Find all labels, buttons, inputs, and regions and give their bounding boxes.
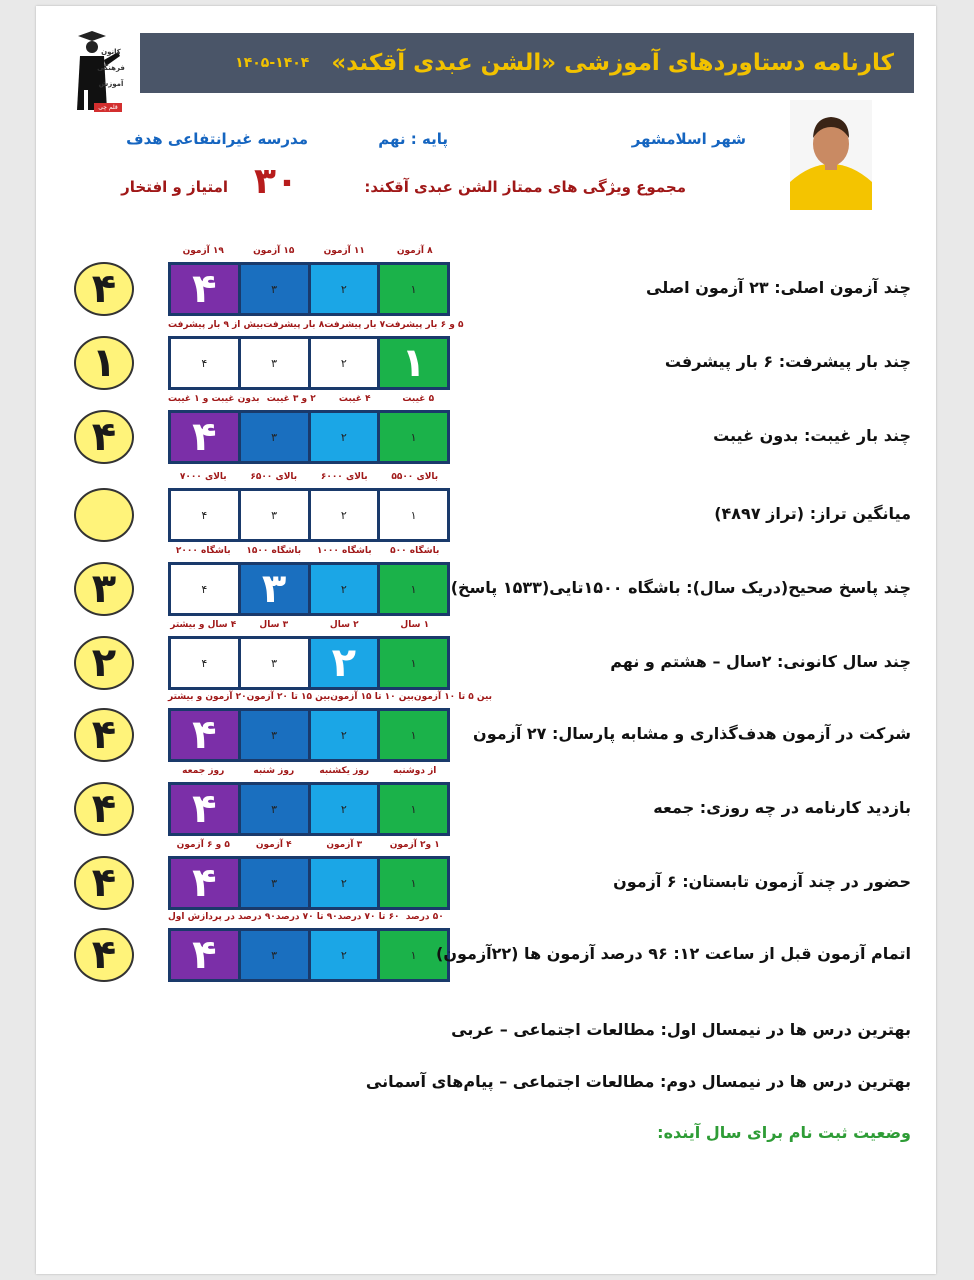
score-grid — [168, 782, 450, 836]
row-header-label: روز شنبه — [253, 766, 295, 776]
row-header-label: ۹۰ تا ۷۰ درصد — [275, 912, 338, 922]
score-cell: ۳ — [241, 785, 308, 833]
score-cell: ۴ — [171, 413, 238, 461]
score-cell: ۴ — [171, 711, 238, 759]
row-header-label: ۳ سال — [259, 620, 289, 630]
total-suffix: امتیاز و افتخار — [121, 178, 228, 196]
row-header-label: ۵۰ درصد — [405, 912, 444, 922]
score-cell: ۲ — [311, 785, 378, 833]
score-cell: ۴ — [171, 339, 238, 387]
school-label: مدرسه غیرانتفاعی هدف — [126, 130, 308, 148]
best-subjects-second-term: بهترین درس ها در نیمسال دوم: مطالعات اجتماعی – پیام‌های آسمانی — [365, 1072, 911, 1091]
row-header-label: ۹۰ درصد در پردازش اول — [168, 912, 276, 922]
row-header-label: ۴ غیبت — [338, 394, 371, 404]
total-features-label: مجموع ویژگی های ممتاز الشن عبدی آقکند: — [364, 178, 686, 196]
row-header-label: باشگاه ۵۰۰ — [390, 546, 440, 556]
score-grid — [168, 856, 450, 910]
academic-year: ۱۴۰۵-۱۴۰۴ — [235, 55, 310, 71]
row-header-label: ۶۰ تا ۷۰ درصد — [337, 912, 400, 922]
score-cell: ۱ — [380, 931, 447, 979]
score-grid — [168, 410, 450, 464]
row-score-circle: ۱ — [74, 336, 134, 390]
score-cell: ۱ — [380, 785, 447, 833]
score-cell: ۲ — [311, 265, 378, 313]
row-header-label: بدون غیبت و ۱ غیبت — [168, 394, 260, 404]
score-cell: ۱ — [380, 565, 447, 613]
logo-line-2: فرهنگی — [97, 64, 125, 72]
row-headers — [168, 620, 450, 630]
score-cell: ۱ — [380, 711, 447, 759]
logo-badge: قلم چی — [94, 103, 122, 112]
row-header-label: ۵ غیبت — [402, 394, 435, 404]
score-cell: ۲ — [311, 711, 378, 759]
row-score-circle: ۴ — [74, 410, 134, 464]
score-cell: ۴ — [171, 859, 238, 907]
score-cell: ۳ — [241, 565, 308, 613]
row-header-label: ۳ آزمون — [326, 840, 363, 850]
row-headers — [168, 394, 450, 404]
score-grid — [168, 336, 450, 390]
score-cell: ۳ — [241, 639, 308, 687]
row-header-label: ۱۵ آزمون — [253, 246, 295, 256]
score-cell: ۴ — [171, 265, 238, 313]
score-cell: ۱ — [380, 491, 447, 539]
row-headers — [168, 472, 450, 482]
report-card-page — [36, 6, 936, 1274]
row-header-label: ۲ سال — [329, 620, 359, 630]
page-title: کارنامه دستاوردهای آموزشی «الشن عبدی آقکند» — [331, 50, 894, 76]
best-subjects-first-term: بهترین درس ها در نیمسال اول: مطالعات اجتماعی – عربی — [451, 1020, 911, 1039]
score-cell: ۳ — [241, 265, 308, 313]
row-header-label: ۱۱ آزمون — [323, 246, 365, 256]
row-score-circle — [74, 488, 134, 542]
row-label: میانگین تراز: (تراز ۴۸۹۷) — [714, 504, 911, 523]
row-header-label: باشگاه ۱۵۰۰ — [246, 546, 302, 556]
score-cell: ۱ — [380, 265, 447, 313]
score-cell: ۱ — [380, 339, 447, 387]
row-headers — [168, 692, 493, 702]
score-cell: ۱ — [380, 859, 447, 907]
score-cell: ۳ — [241, 339, 308, 387]
row-header-label: روز یکشنبه — [319, 766, 370, 776]
row-label: چند آزمون اصلی: ۲۳ آزمون اصلی — [646, 278, 911, 297]
row-label: اتمام آزمون قبل از ساعت ۱۲: ۹۶ درصد آزمون ها (۲۲آزمون) — [436, 944, 911, 963]
grade-label: پایه : نهم — [378, 130, 448, 148]
row-label: چند پاسخ صحیح(دریک سال): باشگاه ۱۵۰۰تایی(۱۵۳۳ پاسخ) — [450, 578, 911, 597]
logo-line-3: آموزش — [98, 80, 124, 88]
row-label: حضور در چند آزمون تابستان: ۶ آزمون — [613, 872, 911, 891]
score-grid — [168, 262, 450, 316]
row-score-circle: ۴ — [74, 856, 134, 910]
score-cell: ۲ — [311, 639, 378, 687]
row-score-circle: ۴ — [74, 262, 134, 316]
row-header-label: ۸ بار پیشرفت — [263, 320, 325, 330]
score-cell: ۴ — [171, 491, 238, 539]
score-grid — [168, 488, 450, 542]
score-grid — [168, 562, 450, 616]
row-header-label: ۲ و ۳ غیبت — [266, 394, 316, 404]
row-header-label: بیش از ۹ بار پیشرفت — [168, 320, 264, 330]
row-header-label: ۱ سال — [400, 620, 430, 630]
score-grid — [168, 928, 450, 982]
logo-line-1: کانون — [101, 48, 121, 56]
row-header-label: بین ۵ تا ۱۰ آزمون — [413, 692, 493, 702]
row-headers — [168, 912, 450, 922]
row-header-label: ۴ سال و بیشتر — [170, 620, 237, 630]
row-header-label: ۱ و۲ آزمون — [389, 840, 440, 850]
score-cell: ۲ — [311, 491, 378, 539]
score-cell: ۲ — [311, 931, 378, 979]
registration-status: وضعیت ثبت نام برای سال آینده: — [657, 1123, 911, 1142]
row-header-label: ۱۹ آزمون — [182, 246, 224, 256]
row-headers — [168, 546, 450, 556]
row-header-label: ۲۰ آزمون و بیشتر — [168, 692, 247, 702]
row-headers — [168, 766, 450, 776]
score-cell: ۱ — [380, 639, 447, 687]
score-cell: ۳ — [241, 491, 308, 539]
row-score-circle: ۳ — [74, 562, 134, 616]
row-score-circle: ۲ — [74, 636, 134, 690]
row-score-circle: ۴ — [74, 928, 134, 982]
score-cell: ۳ — [241, 931, 308, 979]
row-header-label: بالای ۶۵۰۰ — [250, 472, 298, 482]
score-cell: ۲ — [311, 565, 378, 613]
row-header-label: بین ۱۰ تا ۱۵ آزمون — [330, 692, 414, 702]
score-cell: ۳ — [241, 413, 308, 461]
row-label: چند بار پیشرفت: ۶ بار پیشرفت — [664, 352, 911, 371]
score-cell: ۱ — [380, 413, 447, 461]
score-cell: ۴ — [171, 931, 238, 979]
row-header-label: از دوشنبه — [393, 766, 437, 776]
score-cell: ۲ — [311, 339, 378, 387]
row-headers — [168, 840, 450, 850]
score-cell: ۲ — [311, 413, 378, 461]
score-grid — [168, 708, 450, 762]
student-photo — [790, 100, 872, 210]
row-label: شرکت در آزمون هدف‌گذاری و مشابه پارسال: ۲۷ آزمون — [473, 724, 911, 743]
row-header-label: روز جمعه — [182, 766, 225, 776]
row-label: چند بار غیبت: بدون غیبت — [713, 426, 911, 445]
score-cell: ۳ — [241, 711, 308, 759]
header-bar — [140, 33, 914, 93]
row-header-label: ۷ بار پیشرفت — [324, 320, 386, 330]
row-header-label: ۸ آزمون — [396, 246, 433, 256]
row-header-label: بین ۱۵ تا ۲۰ آزمون — [246, 692, 331, 702]
row-score-circle: ۴ — [74, 782, 134, 836]
row-header-label: ۴ آزمون — [255, 840, 292, 850]
score-cell: ۴ — [171, 565, 238, 613]
row-header-label: بالای ۶۰۰۰ — [320, 472, 368, 482]
city-label: شهر اسلامشهر — [631, 130, 746, 148]
score-cell: ۴ — [171, 639, 238, 687]
score-cell: ۲ — [311, 859, 378, 907]
row-header-label: باشگاه ۱۰۰۰ — [316, 546, 372, 556]
row-header-label: بالای ۵۵۰۰ — [391, 472, 439, 482]
row-header-label: ۵ و ۶ آزمون — [176, 840, 230, 850]
row-header-label: باشگاه ۲۰۰۰ — [175, 546, 231, 556]
score-cell: ۴ — [171, 785, 238, 833]
row-score-circle: ۴ — [74, 708, 134, 762]
row-headers — [168, 246, 450, 256]
score-cell: ۳ — [241, 859, 308, 907]
row-header-label: ۵ و ۶ بار پیشرفت — [385, 320, 464, 330]
score-grid — [168, 636, 450, 690]
total-score: ۳۰ — [254, 161, 298, 202]
row-headers — [168, 320, 464, 330]
row-header-label: بالای ۷۰۰۰ — [179, 472, 227, 482]
row-label: بازدید کارنامه در چه روزی: جمعه — [653, 798, 911, 817]
row-label: چند سال کانونی: ۲سال – هشتم و نهم — [610, 652, 911, 671]
